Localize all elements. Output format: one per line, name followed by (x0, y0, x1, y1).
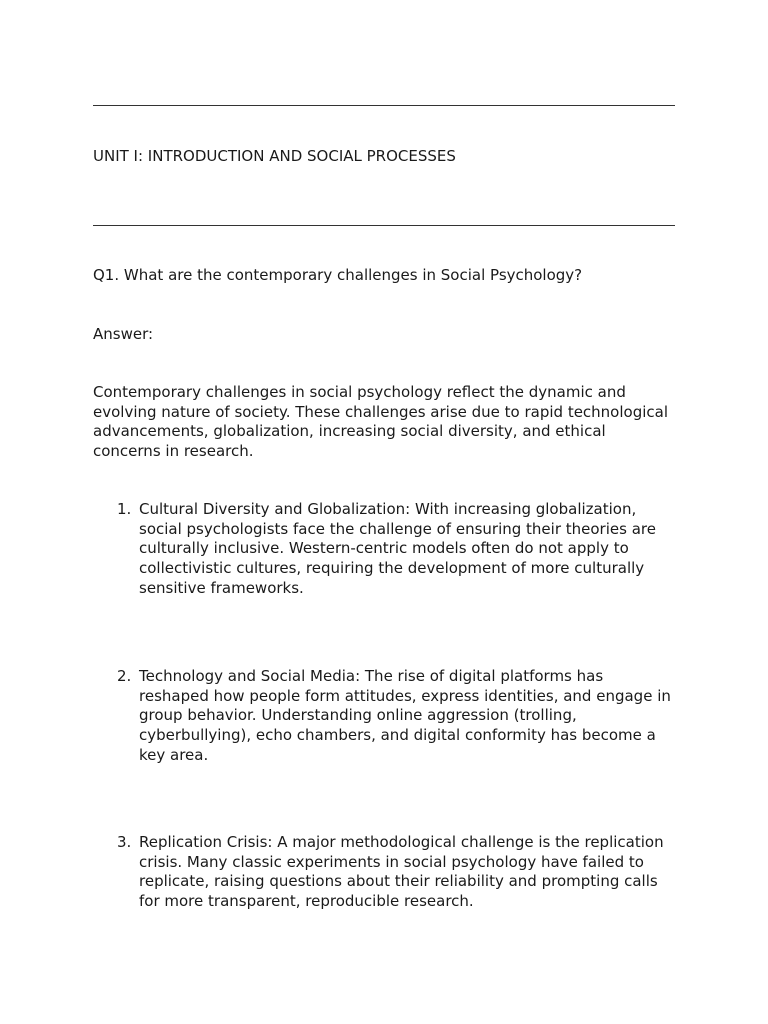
list-item-text: Replication Crisis: A major methodological challenge is the replication crisis. Many classic experiments in social psychology have failed to replicate, raising questions about their reliability and prompting calls for more transparent, reproducible research. (139, 833, 664, 911)
list-item-text: Cultural Diversity and Globalization: With increasing globalization, social psychologists face the challenge of ensuring their theories are culturally inclusive. Western-centric models often do not apply to collectivistic cultures, requiring the development of more culturally sensitive frameworks. (139, 500, 656, 597)
list-item-number: 3. (117, 833, 132, 851)
list-item-number: 2. (117, 667, 132, 685)
question-heading: Q1. What are the contemporary challenges in Social Psychology? (93, 266, 583, 284)
unit-title: UNIT I: INTRODUCTION AND SOCIAL PROCESSES (93, 147, 456, 165)
intro-paragraph: Contemporary challenges in social psychology reflect the dynamic and evolving nature of society. These challenges arise due to rapid technological advancements, globalization, increasing social diversity, and ethical concerns in research. (93, 383, 669, 461)
top-divider (93, 105, 675, 106)
list-item-text: Technology and Social Media: The rise of digital platforms has reshaped how people form attitudes, express identities, and engage in group behavior. Understanding online aggression (trolling, cyberbullying), echo chambers, and digital conformity has become a key area. (139, 667, 671, 764)
answer-label: Answer: (93, 325, 154, 343)
list-item-number: 1. (117, 500, 132, 518)
section-divider (93, 225, 675, 226)
